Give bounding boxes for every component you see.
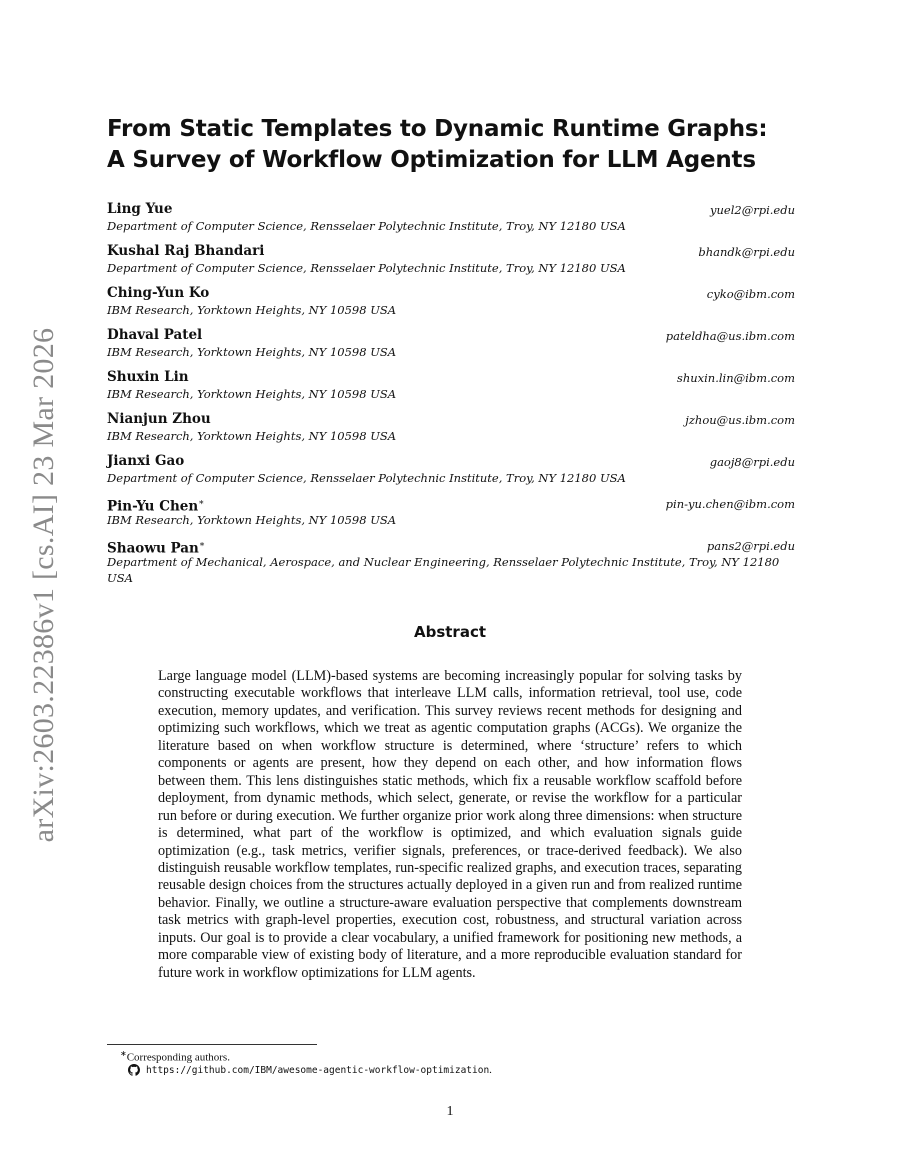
author-email[interactable]: jzhou@us.ibm.com xyxy=(685,413,795,427)
author-affiliation: IBM Research, Yorktown Heights, NY 10598 USA xyxy=(107,303,397,317)
footnote-divider xyxy=(107,1044,317,1045)
author-affiliation: Department of Computer Science, Rensselaer Polytechnic Institute, Troy, NY 12180 USA xyxy=(107,471,626,485)
repository-link[interactable]: https://github.com/IBM/awesome-agentic-workflow-optimization xyxy=(146,1064,490,1076)
footnote-period: . xyxy=(489,1064,492,1076)
author-block xyxy=(107,200,795,242)
author-email[interactable]: pateldha@us.ibm.com xyxy=(665,329,795,343)
author-list xyxy=(107,200,795,586)
author-affiliation: IBM Research, Yorktown Heights, NY 10598 USA xyxy=(107,429,397,443)
author-affiliation: IBM Research, Yorktown Heights, NY 10598 USA xyxy=(107,345,397,359)
author-email[interactable]: cyko@ibm.com xyxy=(706,287,795,301)
author-email[interactable]: shuxin.lin@ibm.com xyxy=(676,371,795,385)
author-block xyxy=(107,242,795,284)
author-block xyxy=(107,494,795,536)
footnote-mark: ∗ xyxy=(120,1049,127,1058)
corresponding-mark: ∗ xyxy=(198,540,205,550)
author-name: Nianjun Zhou xyxy=(107,411,211,427)
author-affiliation: Department of Mechanical, Aerospace, and Nuclear Engineering, Rensselaer Polytechnic Institute, Troy, NY 12180 USA xyxy=(107,555,780,585)
author-affiliation: Department of Computer Science, Rensselaer Polytechnic Institute, Troy, NY 12180 USA xyxy=(107,219,626,233)
author-block xyxy=(107,536,795,586)
footnote-repository xyxy=(128,1062,492,1078)
github-icon xyxy=(128,1064,140,1076)
author-email[interactable]: yuel2@rpi.edu xyxy=(710,203,795,217)
author-block xyxy=(107,326,795,368)
arxiv-stamp xyxy=(18,327,70,843)
author-affiliation: IBM Research, Yorktown Heights, NY 10598 USA xyxy=(107,387,397,401)
author-email[interactable]: pin-yu.chen@ibm.com xyxy=(665,497,795,511)
title-line-1: From Static Templates to Dynamic Runtime Graphs: xyxy=(107,116,768,142)
author-block xyxy=(107,368,795,410)
author-name: Kushal Raj Bhandari xyxy=(107,243,265,259)
author-email[interactable]: gaoj8@rpi.edu xyxy=(709,455,795,469)
author-name: Ching-Yun Ko xyxy=(107,285,210,301)
paper-title xyxy=(107,114,807,176)
author-name: Dhaval Patel xyxy=(107,327,203,343)
author-affiliation: Department of Computer Science, Rensselaer Polytechnic Institute, Troy, NY 12180 USA xyxy=(107,261,626,275)
author-name: Pin-Yu Chen xyxy=(107,498,199,515)
abstract-heading: Abstract xyxy=(413,623,487,641)
author-block xyxy=(107,284,795,326)
author-email[interactable]: bhandk@rpi.edu xyxy=(698,245,795,259)
author-name: Shaowu Pan xyxy=(107,540,199,557)
author-affiliation: IBM Research, Yorktown Heights, NY 10598 USA xyxy=(107,513,397,527)
author-block xyxy=(107,452,795,494)
corresponding-mark: ∗ xyxy=(198,498,205,508)
author-block xyxy=(107,410,795,452)
author-name: Ling Yue xyxy=(107,201,173,217)
footnote-text: Corresponding authors. xyxy=(126,1051,230,1064)
page-number: 1 xyxy=(446,1104,454,1119)
author-name: Shuxin Lin xyxy=(107,369,189,385)
author-email[interactable]: pans2@rpi.edu xyxy=(706,539,795,553)
arxiv-identifier: arXiv:2603.22386v1 [cs.AI] 23 Mar 2026 xyxy=(27,327,60,843)
title-line-2: A Survey of Workflow Optimization for LLM Agents xyxy=(107,147,756,173)
abstract-text: Large language model (LLM)-based systems are becoming increasingly popular for solving tasks by constructing executable workflows that interleave LLM calls, information retrieval, tool use, code execution, memory updates, and verification. This survey reviews recent methods for designing and optimizing such workflows, which we treat as agentic computation graphs (ACGs). We organize the literature based on when workflow structure is determined, where ‘structure’ refers to which components or agents are present, how they depend on each other, and how information flows between them. This lens distinguishes static methods, which fix a reusable workflow scaffold before deployment, from dynamic methods, which select, generate, or revise the workflow for a particular run before or during execution. We further organize prior work along three dimensions: when structure is determined, what part of the workflow is optimized, and which evaluation signals guide optimization (e.g., task metrics, verifier signals, preferences, or trace-derived feedback). We also distinguish reusable workflow templates, run-specific realized graphs, and execution traces, separating reusable design choices from the structures actually deployed in a given run and from realized runtime behavior. Finally, we outline a structure-aware evaluation perspective that complements downstream task metrics with graph-level properties, execution cost, robustness, and structural variation across inputs. Our goal is to provide a clear vocabulary, a unified framework for positioning new methods, a more comparable view of existing body of literature, and a more reproducible evaluation standard for future work in workflow optimizations for LLM agents. xyxy=(158,668,742,981)
author-name: Jianxi Gao xyxy=(107,453,185,469)
